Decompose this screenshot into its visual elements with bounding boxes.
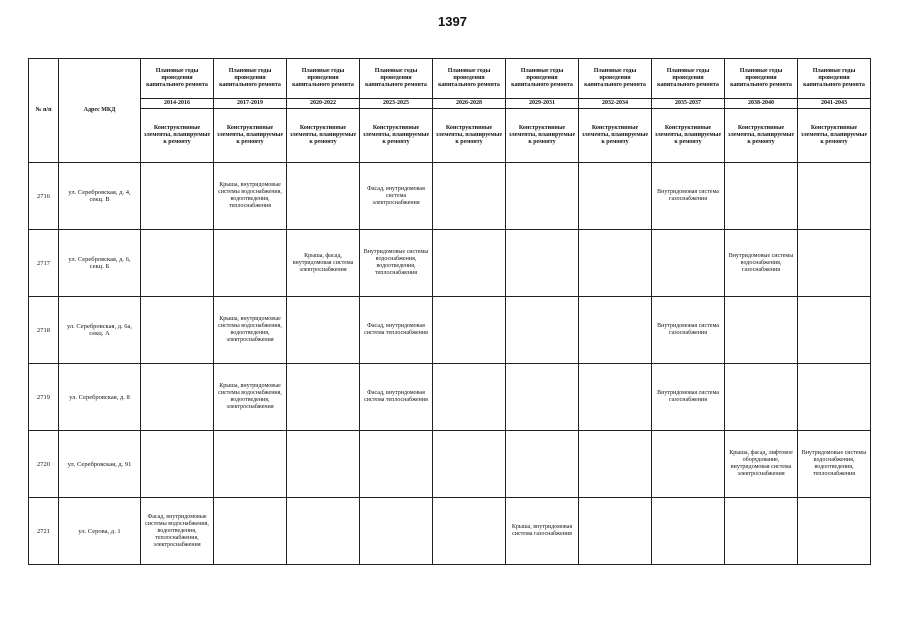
row-number: 2718 (29, 297, 59, 364)
repair-elements-cell (287, 431, 360, 498)
repair-elements-cell (506, 431, 579, 498)
header-period-label: Плановые годы проведения капитального ремонта (433, 59, 506, 99)
repair-elements-cell (433, 431, 506, 498)
header-period-label: Плановые годы проведения капитального ремонта (506, 59, 579, 99)
table-row (29, 498, 871, 565)
repair-elements-cell: Крыша, фасад, внутридомовая система электроснабжения (287, 230, 360, 297)
header-period-years: 2020-2022 (287, 99, 360, 109)
repair-elements-cell: Крыша, внутридомовые системы водоснабжения, водоотведения, электроснабжения (214, 297, 287, 364)
header-period-label: Плановые годы проведения капитального ремонта (725, 59, 798, 99)
header-period-years: 2029-2031 (506, 99, 579, 109)
repair-elements-cell (214, 498, 287, 565)
capital-repair-plan-table (28, 58, 871, 565)
row-address: ул. Серебровская, д. 4, секц. В (59, 163, 141, 230)
repair-elements-cell: Внутридомовая система газоснабжения (652, 364, 725, 431)
row-address: ул. Серебровская, д. 8 (59, 364, 141, 431)
repair-elements-cell: Внутридомовые системы водоснабжения, водоотведения, теплоснабжения (360, 230, 433, 297)
repair-elements-cell: Крыша, внутридомовые системы водоснабжения, водоотведения, теплоснабжения (214, 163, 287, 230)
repair-elements-cell (506, 230, 579, 297)
header-elements-label: Конструктивные элементы, планируемые к ремонту (433, 109, 506, 163)
header-num: № п/п (29, 59, 59, 163)
header-address: Адрес МКД (59, 59, 141, 163)
header-period-label: Плановые годы проведения капитального ремонта (287, 59, 360, 99)
repair-elements-cell (798, 230, 871, 297)
row-number: 2719 (29, 364, 59, 431)
header-period-label: Плановые годы проведения капитального ремонта (798, 59, 871, 99)
repair-elements-cell (652, 498, 725, 565)
repair-elements-cell (214, 431, 287, 498)
repair-elements-cell (798, 498, 871, 565)
header-period-years: 2014-2016 (141, 99, 214, 109)
repair-elements-cell (214, 230, 287, 297)
repair-elements-cell: Внутридомовая система газоснабжения (652, 297, 725, 364)
repair-elements-cell (725, 498, 798, 565)
repair-elements-cell: Крыша, внутридомовая система газоснабжения (506, 498, 579, 565)
row-number: 2717 (29, 230, 59, 297)
repair-elements-cell (141, 230, 214, 297)
repair-elements-cell (433, 498, 506, 565)
header-elements-label: Конструктивные элементы, планируемые к ремонту (725, 109, 798, 163)
header-period-years: 2032-2034 (579, 99, 652, 109)
repair-elements-cell: Внутридомовая система газоснабжения (652, 163, 725, 230)
repair-elements-cell (433, 297, 506, 364)
header-elements-label: Конструктивные элементы, планируемые к ремонту (214, 109, 287, 163)
repair-elements-cell (141, 364, 214, 431)
header-elements-label: Конструктивные элементы, планируемые к ремонту (506, 109, 579, 163)
row-number: 2716 (29, 163, 59, 230)
header-period-label: Плановые годы проведения капитального ремонта (652, 59, 725, 99)
repair-elements-cell (287, 364, 360, 431)
repair-elements-cell (433, 364, 506, 431)
header-period-label: Плановые годы проведения капитального ремонта (214, 59, 287, 99)
repair-elements-cell (652, 431, 725, 498)
repair-elements-cell (141, 297, 214, 364)
repair-elements-cell: Фасад, внутридомовая система электроснабжения (360, 163, 433, 230)
repair-elements-cell (798, 163, 871, 230)
table-row (29, 364, 871, 431)
header-period-years: 2038-2040 (725, 99, 798, 109)
repair-elements-cell: Фасад, внутридомовая система теплоснабжения (360, 364, 433, 431)
table-row (29, 230, 871, 297)
repair-elements-cell (579, 364, 652, 431)
repair-elements-cell (798, 297, 871, 364)
repair-elements-cell (579, 163, 652, 230)
repair-elements-cell (287, 163, 360, 230)
page-number: 1397 (438, 14, 467, 29)
repair-elements-cell (141, 431, 214, 498)
repair-elements-cell (360, 498, 433, 565)
header-elements-label: Конструктивные элементы, планируемые к ремонту (287, 109, 360, 163)
header-elements-label: Конструктивные элементы, планируемые к ремонту (798, 109, 871, 163)
header-elements-label: Конструктивные элементы, планируемые к ремонту (579, 109, 652, 163)
repair-elements-cell (141, 163, 214, 230)
repair-elements-cell: Внутридомовые системы водоснабжения, газоснабжения (725, 230, 798, 297)
repair-elements-cell (287, 498, 360, 565)
repair-elements-cell: Фасад, внутридомовые системы водоснабжения, водоотведения, теплоснабжения, электроснабжения (141, 498, 214, 565)
repair-elements-cell (433, 230, 506, 297)
row-number: 2720 (29, 431, 59, 498)
repair-elements-cell (579, 498, 652, 565)
header-period-years: 2017-2019 (214, 99, 287, 109)
header-elements-label: Конструктивные элементы, планируемые к ремонту (652, 109, 725, 163)
repair-elements-cell: Фасад, внутридомовая система теплоснабжения (360, 297, 433, 364)
header-elements-label: Конструктивные элементы, планируемые к ремонту (141, 109, 214, 163)
header-period-label: Плановые годы проведения капитального ремонта (579, 59, 652, 99)
row-address: ул. Серова, д. 1 (59, 498, 141, 565)
header-period-years: 2023-2025 (360, 99, 433, 109)
header-period-years: 2041-2043 (798, 99, 871, 109)
repair-elements-cell (579, 297, 652, 364)
repair-elements-cell (579, 431, 652, 498)
header-elements-label: Конструктивные элементы, планируемые к ремонту (360, 109, 433, 163)
repair-elements-cell (433, 163, 506, 230)
table-row (29, 431, 871, 498)
repair-elements-cell: Крыша, внутридомовые системы водоснабжения, водоотведения, электроснабжения (214, 364, 287, 431)
row-number: 2721 (29, 498, 59, 565)
repair-elements-cell (360, 431, 433, 498)
repair-elements-cell (506, 297, 579, 364)
header-period-years: 2026-2028 (433, 99, 506, 109)
repair-elements-cell (579, 230, 652, 297)
repair-elements-cell: Внутридомовые системы водоснабжения, водоотведения, теплоснабжения (798, 431, 871, 498)
repair-elements-cell (798, 364, 871, 431)
row-address: ул. Серебровская, д. 91 (59, 431, 141, 498)
repair-elements-cell (725, 297, 798, 364)
repair-elements-cell (287, 297, 360, 364)
repair-elements-cell (725, 364, 798, 431)
table-row (29, 163, 871, 230)
repair-elements-cell: Крыша, фасад, лифтовое оборудование, внутридомовая система электроснабжения (725, 431, 798, 498)
repair-elements-cell (652, 230, 725, 297)
repair-elements-cell (506, 364, 579, 431)
header-period-label: Плановые годы проведения капитального ремонта (141, 59, 214, 99)
header-period-years: 2035-2037 (652, 99, 725, 109)
row-address: ул. Серебровская, д. 6а, секц. А (59, 297, 141, 364)
header-period-label: Плановые годы проведения капитального ремонта (360, 59, 433, 99)
table-row (29, 297, 871, 364)
repair-elements-cell (506, 163, 579, 230)
row-address: ул. Серебровская, д. 6, секц. Б (59, 230, 141, 297)
repair-elements-cell (725, 163, 798, 230)
